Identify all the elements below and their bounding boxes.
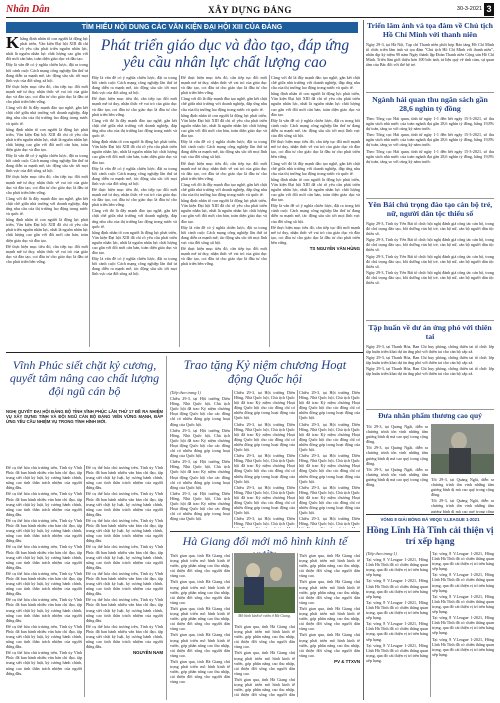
top-story-paragraph: Đây là vấn đề có ý nghĩa chiến lược, đặt ra trong bối cảnh cuộc Cách mạng công nghiệp lần thứ tư đang diễn ra mạnh mẽ, tác động sâu sắc tới mọi lĩnh vực của đời sống xã hội.	[6, 62, 88, 83]
vinh-phuc-text: Để cụ thể hóa chủ trương trên, Tỉnh ủy Vĩnh Phúc đã ban hành nhiều văn bản chỉ đạo, tập trung siết chặt kỷ luật, kỷ cương hành chính, nâng cao tinh thần trách nhiệm của người đứng đầu.	[86, 517, 163, 544]
top-story-paragraph: Cùng với đó là đẩy mạnh đào tạo nghề, gắn kết chặt chẽ giữa nhà trường với doanh nghiệp, đáp ứng nhu cầu của thị trường lao động trong nước và quốc tế.	[271, 75, 360, 91]
masthead	[6, 4, 494, 18]
right-story-1-text: Ngày 29-3, tại Hà Nội, Tạp chí Thanh niên phối hợp Bảo tàng Hồ Chí Minh tổ chức triển lãm ảnh và tọa đàm "Chủ tịch Hồ Chí Minh với thanh niên", nhân dịp kỷ niệm 90 năm Ngày thành lập Đoàn Thanh niên Cộng sản Hồ Chí Minh. Triển lãm giới thiệu hơn 100 bức ảnh, tư liệu quý về tình cảm, sự quan tâm của Bác đối với thế hệ trẻ.	[366, 42, 494, 68]
drop-cap: K	[6, 33, 20, 52]
ky-niem-text: Chiều 29-3, tại Hội trường Diên Hồng, Nhà Quốc hội, Chủ tịch Quốc hội đã trao Kỷ niệm chương Hoạt động Quốc hội cho các đồng chí có nhiều đóng góp trong hoạt động của Quốc hội.	[170, 459, 230, 490]
football-text: Tại vòng 8 V.League 1-2021, Hồng Lĩnh Hà Tĩnh đã có chiến thắng quan trọng, qua đó cải thiện vị trí trên bảng xếp hạng.	[432, 572, 494, 593]
football-text: Tại vòng 8 V.League 1-2021, Hồng Lĩnh Hà Tĩnh đã có chiến thắng quan trọng, qua đó cải thiện vị trí trên bảng xếp hạng.	[366, 557, 428, 578]
vinh-phuc-text: Để cụ thể hóa chủ trương trên, Tỉnh ủy Vĩnh Phúc đã ban hành nhiều văn bản chỉ đạo, tập trung siết chặt kỷ luật, kỷ cương hành chính, nâng cao tinh thần trách nhiệm của người đứng đầu.	[6, 544, 82, 570]
right-story-2-text: Theo Tổng cục Hải quan, tính từ ngày 1-1 đến hết ngày 15-3-2021, số thu ngân sách nhà nước của toàn ngành đạt gần 28,6 nghìn tỷ đồng, bằng 19,8% dự toán, tăng so với cùng kỳ năm trước.	[366, 116, 494, 132]
vinh-phuc-col-2	[86, 465, 163, 697]
column-rule	[297, 390, 298, 528]
right-story-2-body	[366, 116, 494, 196]
top-story-paragraph: Để thực hiện mục tiêu đó, cần tiếp tục đổi mới mạnh mẽ tư duy, nhận thức về vai trò của giáo dục và đào tạo, coi đầu tư cho giáo dục là đầu tư cho phát triển bền vững.	[6, 174, 88, 195]
vinh-phuc-text: Để cụ thể hóa chủ trương trên, Tỉnh ủy Vĩnh Phúc đã ban hành nhiều văn bản chỉ đạo, tập trung siết chặt kỷ luật, kỷ cương hành chính, nâng cao tinh thần trách nhiệm của người đứng đầu.	[86, 544, 163, 570]
right-story-3-text: Ngày 29-3, Tỉnh ủy Yên Bái tổ chức hội nghị đánh giá công tác cán bộ, trong đó chú trọng đào tạo, bồi dưỡng cán bộ trẻ, cán bộ nữ, cán bộ người dân tộc thiểu số.	[366, 253, 494, 269]
vinh-phuc-text: Để cụ thể hóa chủ trương trên, Tỉnh ủy Vĩnh Phúc đã ban hành nhiều văn bản chỉ đạo, tập trung siết chặt kỷ luật, kỷ cương hành chính, nâng cao tinh thần trách nhiệm của người đứng đầu.	[86, 465, 163, 491]
vinh-phuc-lead: NGHỊ QUYẾT ĐẠI HỘI ĐẢNG BỘ TỈNH VĨNH PHÚC LẦN THỨ 17 ĐỀ RA NHIỆM VỤ XÂY DỰNG TỈNH VÀ ĐỘI NGŨ CÁN BỘ ĐẢNG VIÊN VỮNG MẠNH, ĐÁP ỨNG YÊU CẦU NHIỆM VỤ TRONG TÌNH HÌNH MỚI.	[6, 409, 163, 425]
ky-niem-text: Chiều 29-3, tại Hội trường Diên Hồng, Nhà Quốc hội, Chủ tịch Quốc hội đã trao Kỷ niệm chương Hoạt động Quốc hội cho các đồng chí có nhiều đóng góp trong hoạt động của Quốc hội.	[234, 453, 295, 484]
ha-giang-photo-caption: Mô hình kinh tế vườn ở Hà Giang.	[238, 614, 291, 618]
column-rule	[166, 356, 167, 700]
right-story-2-text: Theo Tổng cục Hải quan, tính từ ngày 1-1 đến hết ngày 15-3-2021, số thu ngân sách nhà nước của toàn ngành đạt gần 28,6 nghìn tỷ đồng, bằng 19,8% dự toán, tăng so với cùng kỳ năm trước.	[366, 132, 494, 148]
ha-giang-text: Thời gian qua, tỉnh Hà Giang chú trọng phát triển mô hình kinh tế vườn, góp phần nâng cao thu nhập, cải thiện đời sống cho người dân vùng cao.	[234, 650, 295, 676]
column-rule	[89, 35, 90, 347]
ky-niem-col-3	[299, 390, 360, 528]
right-story-5-body	[366, 424, 428, 512]
top-story-col-1	[6, 24, 88, 346]
ky-niem-text: Chiều 29-3, tại Hội trường Diên Hồng, Nhà Quốc hội, Chủ tịch Quốc hội đã trao Kỷ niệm chương Hoạt động Quốc hội cho các đồng chí có nhiều đóng góp trong hoạt động của Quốc hội.	[299, 484, 360, 516]
divider	[366, 409, 494, 410]
ha-giang-text: Thời gian qua, tỉnh Hà Giang chú trọng phát triển mô hình kinh tế vườn, góp phần nâng cao thu nhập, cải thiện đời sống cho người dân vùng cao.	[299, 632, 360, 658]
right-story-3-text: Ngày 29-3, Tỉnh ủy Yên Bái tổ chức hội nghị đánh giá công tác cán bộ, trong đó chú trọng đào tạo, bồi dưỡng cán bộ trẻ, cán bộ nữ, cán bộ người dân tộc thiểu số.	[366, 269, 494, 286]
ky-niem-text: Chiều 29-3, tại Hội trường Diên Hồng, Nhà Quốc hội, Chủ tịch Quốc hội đã trao Kỷ niệm chương Hoạt động Quốc hội cho các đồng chí có nhiều đóng góp trong hoạt động của Quốc hội.	[170, 490, 230, 522]
top-story-col-4	[271, 75, 360, 347]
right-story-3-title: Yên Bái chú trọng đào tạo cán bộ trẻ, nữ, người dân tộc thiểu số	[367, 200, 493, 218]
ky-niem-text: Chiều 29-3, tại Hội trường Diên Hồng, Nhà Quốc hội, Chủ tịch Quốc hội đã trao Kỷ niệm chương Hoạt động Quốc hội cho các đồng chí có nhiều đóng góp trong hoạt động của Quốc hội.	[170, 427, 230, 459]
top-story-paragraph: hẳng định nhân tố con người là động lực phát triển, Văn kiện Đại hội XIII đã chỉ rõ yêu cầu phát triển nguồn nhân lực, nhất là nguồn nhân lực chất lượng cao gắn với đổi mới căn bản, toàn diện giáo dục và đào tạo.	[6, 217, 88, 243]
ha-giang-text: Thời gian qua, tỉnh Hà Giang chú trọng phát triển mô hình kinh tế vườn, góp phần nâng cao thu nhập, cải thiện đời sống cho người dân	[234, 676, 295, 697]
top-story-paragraph: Đây là vấn đề có ý nghĩa chiến lược, đặt ra trong bối cảnh cuộc Cách mạng công nghiệp lần thứ tư đang diễn ra mạnh mẽ, tác động sâu sắc tới mọi lĩnh vực của đời sống xã hội.	[271, 117, 360, 139]
top-story-paragraph: Để thực hiện mục tiêu đó, cần tiếp tục đổi mới mạnh mẽ tư duy, nhận thức về vai trò của giáo dục và đào tạo, coi đầu tư cho giáo dục là đầu tư cho phát triển bền vững.	[181, 246, 267, 267]
continued-note: (Tiếp theo trang 1)	[170, 390, 201, 395]
right-story-4-body	[366, 344, 494, 406]
top-story-paragraph: Để thực hiện mục tiêu đó, cần tiếp tục đổi mới mạnh mẽ tư duy, nhận thức về vai trò của giáo dục và đào tạo, coi đầu tư cho giáo dục là đầu tư cho phát triển bền vững.	[6, 243, 88, 264]
column-rule	[84, 465, 85, 697]
football-text: Tại vòng 8 V.League 1-2021, Hồng Lĩnh Hà Tĩnh đã có chiến thắng quan trọng, qua đó cải thiện vị trí trên bảng xếp hạng.	[366, 621, 428, 642]
top-story-kicker: TÌM HIỂU NỘI DUNG CÁC VĂN KIỆN ĐẠI HỘI XIII CỦA ĐẢNG	[6, 22, 358, 33]
column-rule	[232, 553, 233, 697]
right-story-5-text: Tối 29-3, tại Quảng Ngãi, diễn ra chương trình tôn vinh những tấm gương bình dị mà cao quý trong cộng đồng.	[366, 466, 428, 488]
ha-giang-text: Thời gian qua, tỉnh Hà Giang chú trọng phát triển mô hình kinh tế vườn, góp phần nâng cao thu nhập, cải thiện đời sống cho người dân vùng cao.	[170, 553, 230, 579]
right-story-5-title: Đưa nhân phẩm thương cao quý	[378, 411, 482, 420]
page-number: 3	[484, 3, 494, 16]
top-story-paragraph: Để thực hiện mục tiêu đó, cần tiếp tục đổi mới mạnh mẽ tư duy, nhận thức về vai trò của giáo dục và đào tạo, coi đầu tư cho giáo dục là đầu tư cho phát triển bền vững.	[271, 139, 360, 160]
top-story-col-2	[92, 75, 177, 347]
top-story-paragraph: Để thực hiện mục tiêu đó, cần tiếp tục đổi mới mạnh mẽ tư duy, nhận thức về vai trò của giáo dục và đào tạo, coi đầu tư cho giáo dục là đầu tư cho phát triển bền vững.	[92, 96, 177, 117]
ha-giang-text: Thời gian qua, tỉnh Hà Giang chú trọng phát triển mô hình kinh tế vườn, góp phần nâng cao thu nhập, cải thiện đời sống cho người dân vùng cao.	[170, 605, 230, 632]
ky-niem-text: Chiều 29-3, tại Hội trường Diên Hồng, Nhà Quốc hội, Chủ tịch Quốc	[234, 516, 295, 527]
vinh-phuc-text: Để cụ thể hóa chủ trương trên, Tỉnh ủy Vĩnh Phúc đã ban hành nhiều văn bản chỉ đạo, tập trung siết chặt kỷ luật, kỷ cương hành chính, nâng cao tinh thần trách nhiệm của người đứng đầu.	[86, 623, 163, 650]
top-story-paragraph: hẳng định nhân tố con người là động lực phát triển, Văn kiện Đại hội XIII đã chỉ rõ yêu cầu phát triển nguồn nhân lực, nhất là nguồn nhân lực chất lượng cao gắn với đổi mới căn bản, toàn diện giáo dục và đào tạo.	[271, 176, 360, 203]
column-rule	[269, 75, 270, 347]
ky-niem-text: Chiều 29-3, tại Hội trường Diên Hồng, Nhà Quốc hội, Chủ tịch Quốc hội đã trao Kỷ niệm chương Hoạt động Quốc hội cho các đồng chí có nhiều đóng góp trong hoạt động của Quốc hội.	[299, 421, 360, 453]
newspaper-brand: Nhân Dân	[6, 4, 50, 15]
right-story-4-text: Ngày 29-3, tại Thanh Hóa, Ban Chỉ huy phòng, chống thiên tai tổ chức lớp tập huấn triển khai dự án ứng phó với thiên tai cho cán bộ cấp xã.	[366, 355, 494, 366]
right-story-5-text: Tối 29-3, tại Quảng Ngãi, diễn ra chương trình tôn vinh những tấm gương bình dị mà cao quý trong cộng đồng.	[366, 424, 428, 445]
vinh-phuc-text: Để cụ thể hóa chủ trương trên, Tỉnh ủy Vĩnh Phúc đã ban hành nhiều văn bản chỉ đạo, tập trung siết chặt kỷ luật, kỷ cương hành chính, nâng cao tinh thần trách nhiệm của người đứng đầu.	[6, 597, 82, 623]
vinh-phuc-text: Để cụ thể hóa chủ trương trên, Tỉnh ủy Vĩnh Phúc đã ban hành nhiều văn bản chỉ đạo, tập trung siết chặt kỷ luật, kỷ cương hành chính, nâng cao tinh thần trách nhiệm của người đứng đầu.	[6, 623, 82, 650]
vinh-phuc-text: Để cụ thể hóa chủ trương trên, Tỉnh ủy Vĩnh Phúc đã ban hành nhiều văn bản chỉ đạo, tập trung siết chặt kỷ luật, kỷ cương hành chính, nâng cao tinh thần trách nhiệm của người đứng đầu.	[6, 491, 82, 517]
section-divider	[6, 352, 363, 353]
right-story-3-text: Ngày 29-3, Tỉnh ủy Yên Bái tổ chức hội nghị đánh giá công tác cán bộ, trong đó chú trọng đào tạo, bồi dưỡng cán bộ trẻ, cán bộ nữ, cán bộ người dân tộc thiểu số.	[366, 237, 494, 253]
ha-giang-photo	[234, 553, 295, 613]
top-story-paragraph: Cùng với đó là đẩy mạnh đào tạo nghề, gắn kết chặt chẽ giữa nhà trường với doanh nghiệp, đáp ứng nhu cầu của thị trường lao động trong nước và quốc tế.	[181, 181, 267, 198]
top-story-paragraph: Đây là vấn đề có ý nghĩa chiến lược, đặt ra trong bối cảnh cuộc Cách mạng công nghiệp lần thứ tư đang diễn ra mạnh mẽ, tác động sâu sắc tới mọi lĩnh vực của đời sống xã hội.	[92, 256, 177, 277]
ky-niem-text: Chiều 29-3, tại Hội trường Diên Hồng, Nhà Quốc hội, Chủ tịch Quốc hội đã trao Kỷ niệm chương Hoạt động Quốc hội cho các đồng chí có nhiều đóng góp trong hoạt động của Quốc hội.	[299, 453, 360, 484]
ky-niem-text: Chiều 29-3, tại Hội trường Diên Hồng, Nhà Quốc hội, Chủ tịch Quốc hội đã trao Kỷ niệm chương Hoạt động Quốc hội cho các đồng chí có nhiều đóng góp trong hoạt động của Quốc hội.	[299, 390, 360, 421]
ha-giang-text: Thời gian qua, tỉnh Hà Giang chú trọng phát triển mô hình kinh tế vườn, góp phần nâng cao thu nhập, cải thiện đời sống cho người dân vùng cao.	[234, 624, 295, 650]
right-story-3-text: Ngày 29-3, Tỉnh ủy Yên Bái tổ chức hội nghị đánh giá công tác cán bộ, trong đó chú trọng đào tạo, bồi dưỡng cán bộ trẻ, cán bộ nữ, cán bộ người dân tộc thiểu số.	[366, 221, 494, 237]
column-rule	[297, 553, 298, 697]
ky-niem-col-2	[234, 390, 295, 528]
top-story-paragraph: Cùng với đó là đẩy mạnh đào tạo nghề, gắn kết chặt chẽ giữa nhà trường với doanh nghiệp, đáp ứng nhu cầu của thị trường lao động trong nước và quốc tế.	[6, 105, 88, 126]
football-text: Tại vòng 8 V.League 1-2021, Hồng Lĩnh Hà Tĩnh đã có chiến thắng quan trọng, qua đó cải thiện vị trí trên bảng xếp hạng.	[432, 615, 494, 636]
vinh-phuc-text: Để cụ thể hóa chủ trương trên, Tỉnh ủy Vĩnh Phúc đã ban hành nhiều văn bản chỉ đạo, tập trung siết chặt kỷ luật, kỷ cương hành chính, nâng cao tinh thần trách nhiệm của người đứng đầu.	[6, 570, 82, 597]
ha-giang-col-1	[170, 553, 230, 697]
football-col-1	[366, 551, 428, 697]
vinh-phuc-text: Để cụ thể hóa chủ trương trên, Tỉnh ủy Vĩnh Phúc đã ban hành nhiều văn bản chỉ đạo, tập trung siết chặt kỷ luật, kỷ cương hành chính, nâng cao tinh thần trách nhiệm của người đứng đầu.	[86, 570, 163, 597]
ky-niem-text: Chiều 29-3, tại Hội trường Diên Hồng, Nhà Quốc hội, Chủ tịch Quốc hội đã trao Kỷ niệm chương Hoạt động Quốc hội cho các đồng chí có nhiều đóng góp trong hoạt động của Quốc hội.	[234, 390, 295, 421]
right-story-1-body	[366, 42, 494, 90]
top-story-paragraph: Để thực hiện mục tiêu đó, cần tiếp tục đổi mới mạnh mẽ tư duy, nhận thức về vai trò của giáo dục và đào tạo, coi đầu tư cho giáo dục là đầu tư cho phát triển bền vững.	[271, 224, 360, 245]
football-kicker: VÒNG 8 GIẢI BÓNG ĐÁ VĐQG V.LEAGUE 1-2021	[380, 517, 480, 522]
right-story-2-title: Ngành hải quan thu ngân sách gần 28,6 nghìn tỷ đồng	[372, 95, 488, 113]
ky-niem-chuong-title: Trao tặng Kỷ niệm chương Hoạt động Quốc hội	[183, 358, 347, 386]
top-story-paragraph: hẳng định nhân tố con người là động lực phát triển, Văn kiện Đại hội XIII đã chỉ rõ yêu cầu phát triển nguồn nhân lực, nhất là nguồn nhân lực chất lượng cao gắn với đổi mới căn bản, toàn diện giáo dục và đào tạo.	[6, 126, 88, 152]
column-rule	[179, 75, 180, 347]
top-story-paragraph: Cùng với đó là đẩy mạnh đào tạo nghề, gắn kết chặt chẽ giữa nhà trường với doanh nghiệp, đáp ứng nhu cầu của thị trường lao động trong nước và quốc tế.	[271, 160, 360, 176]
right-story-5-body-2	[431, 477, 494, 513]
vinh-phuc-text: Để cụ thể hóa chủ trương trên, Tỉnh ủy Vĩnh Phúc đã ban hành nhiều văn bản chỉ đạo, tập trung siết chặt kỷ luật, kỷ cương hành chính, nâng cao tinh thần trách nhiệm của người đứng đầu.	[6, 465, 82, 491]
top-story-paragraph: Cùng với đó là đẩy mạnh đào tạo nghề, gắn kết chặt chẽ giữa nhà trường với doanh nghiệp, đáp ứng nhu cầu của thị trường lao động trong nước và quốc tế.	[181, 96, 267, 112]
vinh-phuc-text: Để cụ thể hóa chủ trương trên, Tỉnh ủy Vĩnh Phúc đã ban hành nhiều văn bản chỉ đạo, tập trung siết chặt kỷ luật, kỷ cương hành chính, nâng cao tinh thần trách nhiệm của người đứng đầu.	[6, 517, 82, 544]
top-story-paragraph: hẳng định nhân tố con người là động lực phát triển, Văn kiện Đại hội XIII đã chỉ rõ yêu cầu phát triển nguồn nhân lực, nhất là nguồn nhân lực chất lượng cao gắn với đổi mới căn bản, toàn diện giáo dục và đào tạo.	[181, 198, 267, 224]
top-story-paragraph: hẳng định nhân tố con người là động lực phát triển, Văn kiện Đại hội XIII đã chỉ rõ yêu cầu phát triển nguồn nhân lực, nhất là nguồn nhân lực chất lượng cao gắn với đổi mới căn bản, toàn diện giáo dục và đào tạo.	[181, 112, 267, 139]
top-story-paragraph: Để thực hiện mục tiêu đó, cần tiếp tục đổi mới mạnh mẽ tư duy, nhận thức về vai trò của giáo dục và đào tạo, coi đầu tư cho giáo dục là đầu tư cho phát triển bền vững.	[6, 83, 88, 105]
football-text: Tại vòng 8 V.League 1-2021, Hồng Lĩnh Hà Tĩnh đã có chiến thắng quan trọng, qua đó cải thiện vị trí trên bảng xếp hạng.	[366, 599, 428, 621]
ha-giang-col-2	[234, 624, 295, 697]
right-story-4-text: Ngày 29-3, tại Thanh Hóa, Ban Chỉ huy phòng, chống thiên tai tổ chức lớp tập huấn triển khai dự án ứng phó với thiên tai cho cán bộ cấp xã.	[366, 366, 494, 377]
section-title: XÂY DỰNG ĐẢNG	[208, 5, 292, 15]
right-story-5-text: Tối 29-3, tại Quảng Ngãi, diễn ra chương trình tôn vinh những tấm gương bình dị mà cao quý trong cộng đồng.	[366, 445, 428, 466]
ha-giang-byline: PV & TTXVN	[334, 658, 360, 664]
divider	[366, 92, 494, 93]
ky-niem-text: Chiều 29-3, tại Hội trường Diên Hồng, Nhà Quốc hội, Chủ tịch Quốc	[299, 516, 360, 527]
section-divider	[366, 514, 494, 515]
section-divider	[170, 531, 360, 532]
ha-giang-text: Thời gian qua, tỉnh Hà Giang chú trọng phát triển mô hình kinh tế vườn, góp phần nâng cao thu nhập, cải thiện đời sống cho người dân vùng cao.	[170, 632, 230, 658]
top-story-paragraph: Đây là vấn đề có ý nghĩa chiến lược, đặt ra trong bối cảnh cuộc Cách mạng công nghiệp lần thứ tư đang diễn ra mạnh mẽ, tác động sâu sắc tới mọi lĩnh vực của đời sống xã hội.	[92, 75, 177, 96]
ky-niem-text: Chiều 29-3, tại Hội trường Diên Hồng, Nhà Quốc hội, Chủ tịch Quốc hội đã trao Kỷ niệm chương Hoạt động Quốc hội cho các đồng chí có nhiều đóng góp trong hoạt động của Quốc hội.	[170, 396, 230, 427]
ky-niem-col-1	[170, 390, 230, 528]
column-rule	[363, 20, 364, 700]
vinh-phuc-title: Vĩnh Phúc siết chặt kỷ cương, quyết tâm nâng cao chất lượng đội ngũ cán bộ	[9, 358, 160, 398]
ky-niem-text: Chiều 29-3, tại Hội trường Diên Hồng, Nhà Quốc hội, Chủ tịch Quốc hội đã trao Kỷ niệm chương Hoạt động Quốc hội cho các đồng chí có nhiều đóng góp trong hoạt động của Quốc hội.	[234, 484, 295, 516]
right-story-5-photo	[431, 424, 494, 474]
right-story-1-title: Triển lãm ảnh và tọa đàm về Chủ tịch Hồ Chí Minh với thanh niên	[367, 21, 493, 39]
football-text: Tại vòng 8 V.League 1-2021, Hồng Lĩnh Hà Tĩnh đã có chiến thắng quan trọng, qua đó cải thiện vị trí trên bảng xếp hạng.	[366, 642, 428, 663]
ha-giang-text: Thời gian qua, tỉnh Hà Giang chú trọng phát triển mô hình kinh tế vườn, góp phần nâng cao thu nhập, cải thiện đời sống cho người dân vùng cao.	[299, 579, 360, 605]
top-story-byline: TS NGUYỄN VĂN HÙNG	[309, 246, 360, 251]
vinh-phuc-text: Để cụ thể hóa chủ trương trên, Tỉnh ủy Vĩnh Phúc đã ban hành nhiều văn bản chỉ đạo, tập trung siết chặt kỷ luật, kỷ cương hành chính, nâng cao tinh thần trách nhiệm của người đứng đầu.	[86, 491, 163, 517]
football-text: Tại vòng 8 V.League 1-2021, Hồng Lĩnh Hà Tĩnh đã có chiến thắng quan trọng, qua đó cải thiện vị trí trên bảng xếp hạng.	[366, 578, 428, 599]
issue-date: 30-3-2021	[456, 6, 482, 12]
ha-giang-col-3	[299, 553, 360, 697]
continued-note: (Tiếp theo trang 1)	[366, 551, 397, 556]
ha-giang-text: Thời gian qua, tỉnh Hà Giang chú trọng phát triển mô hình kinh tế vườn, góp phần nâng cao thu nhập, cải thiện đời sống cho người dân vùng cao.	[170, 658, 230, 685]
right-story-5-text: Tối 29-3, tại Quảng Ngãi, diễn ra chương trình tôn vinh những tấm gương bình dị mà cao quý trong cộng đồng.	[431, 477, 494, 498]
top-story-paragraph: Đây là vấn đề có ý nghĩa chiến lược, đặt ra trong bối cảnh cuộc Cách mạng công nghiệp lần thứ tư đang diễn ra mạnh mẽ, tác động sâu sắc tới mọi lĩnh vực của đời sống xã hội.	[6, 153, 88, 174]
ky-niem-text: Chiều 29-3, tại Hội trường Diên Hồng, Nhà Quốc hội, Chủ tịch Quốc hội đã trao Kỷ niệm chương Hoạt động Quốc hội cho các đồng chí có nhiều đóng góp trong hoạt động của Quốc hội.	[234, 421, 295, 453]
top-story-paragraph: hẳng định nhân tố con người là động lực phát triển, Văn kiện Đại hội XIII đã chỉ rõ yêu cầu phát triển nguồn nhân lực, nhất là nguồn nhân lực chất lượng cao gắn với đổi mới căn bản, toàn diện giáo dục và đào tạo.	[92, 229, 177, 256]
top-story-paragraph: Đây là vấn đề có ý nghĩa chiến lược, đặt ra trong bối cảnh cuộc Cách mạng công nghiệp lần thứ tư đang diễn ra mạnh mẽ, tác động sâu sắc tới mọi lĩnh vực của đời sống xã hội.	[181, 224, 267, 245]
divider	[366, 320, 494, 321]
vinh-phuc-text: Để cụ thể hóa chủ trương trên, Tỉnh ủy Vĩnh Phúc đã ban hành nhiều văn bản chỉ đạo, tập trung siết chặt kỷ luật, kỷ cương hành chính, nâng cao tinh thần trách nhiệm của người đứng đầu.	[6, 650, 82, 676]
top-story-paragraph: hẳng định nhân tố con người là động lực phát triển, Văn kiện Đại hội XIII đã chỉ rõ yêu cầu phát triển nguồn nhân lực, nhất là nguồn nhân lực chất lượng cao gắn với đổi mới căn bản, toàn diện giáo dục và đào tạo.	[92, 139, 177, 165]
ha-giang-text: Thời gian qua, tỉnh Hà Giang chú trọng phát triển mô hình kinh tế vườn, góp phần nâng cao thu nhập, cải thiện đời sống cho người dân vùng cao.	[299, 605, 360, 632]
right-story-4-text: Ngày 29-3, tại Thanh Hóa, Ban Chỉ huy phòng, chống thiên tai tổ chức lớp tập huấn triển khai dự án ứng phó với thiên tai cho cán bộ cấp xã.	[366, 344, 494, 355]
ha-giang-text: Thời gian qua, tỉnh Hà Giang chú trọng phát triển mô hình kinh tế vườn, góp phần nâng cao thu nhập, cải thiện đời sống cho người dân vùng cao.	[299, 553, 360, 579]
top-story-paragraph: Cùng với đó là đẩy mạnh đào tạo nghề, gắn kết chặt chẽ giữa nhà trường với doanh nghiệp, đáp ứng nhu cầu của thị trường lao động trong nước và quốc tế.	[6, 195, 88, 217]
vinh-phuc-byline: NGUYỄN NAM	[132, 650, 163, 656]
column-rule	[232, 390, 233, 528]
top-story-paragraph: Để thực hiện mục tiêu đó, cần tiếp tục đổi mới mạnh mẽ tư duy, nhận thức về vai trò của giáo dục và đào tạo, coi đầu tư cho giáo dục là đầu tư cho phát triển bền vững.	[92, 186, 177, 208]
column-rule	[430, 551, 431, 697]
football-text: Tại vòng 8 V.League 1-2021, Hồng Lĩnh Hà Tĩnh đã có chiến thắng quan trọng, qua đó cải thiện vị trí trên bảng xếp hạng.	[432, 551, 494, 572]
top-story-paragraph: Cùng với đó là đẩy mạnh đào tạo nghề, gắn kết chặt chẽ giữa nhà trường với doanh nghiệp, đáp ứng nhu cầu của thị trường lao động trong nước và quốc tế.	[92, 208, 177, 229]
vinh-phuc-text: Để cụ thể hóa chủ trương trên, Tỉnh ủy Vĩnh Phúc đã ban hành nhiều văn bản chỉ đạo, tập trung siết chặt kỷ luật, kỷ cương hành chính, nâng cao tinh thần trách nhiệm của người đứng đầu.	[86, 597, 163, 623]
right-story-5-text: Tối 29-3, tại Quảng Ngãi, diễn ra chương trình tôn vinh những tấm gương bình dị mà cao quý trong cộng	[431, 498, 494, 513]
football-title: Hồng Lĩnh Hà Tĩnh cải thiện vị trí xếp hạng	[366, 526, 494, 547]
right-story-2-text: Theo Tổng cục Hải quan, tính từ ngày 1-1 đến hết ngày 15-3-2021, số thu ngân sách nhà nước của toàn ngành đạt gần 28,6 nghìn tỷ đồng, bằng 19,8% dự toán, tăng so với cùng kỳ năm trước.	[366, 148, 494, 164]
top-story-title: Phát triển giáo dục và đào tạo, đáp ứng yêu cầu nhân lực chất lượng cao	[100, 37, 350, 71]
top-story-paragraph: Đây là vấn đề có ý nghĩa chiến lược, đặt ra trong bối cảnh cuộc Cách mạng công nghiệp lần thứ tư đang diễn ra mạnh mẽ, tác động sâu sắc tới mọi lĩnh vực của đời sống xã hội.	[92, 165, 177, 186]
right-story-3-body	[366, 221, 494, 317]
divider	[366, 198, 494, 199]
ha-giang-title: Hà Giang đổi mới mô hình kinh tế	[182, 534, 348, 548]
football-text: Tại vòng 8 V.League 1-2021, Hồng Lĩnh Hà Tĩnh đã có chiến thắng quan trọng, qua đó cải thiện vị trí trên bảng xếp hạng.	[432, 593, 494, 615]
top-story-paragraph: hẳng định nhân tố con người là động lực phát triển, Văn kiện Đại hội XIII đã chỉ rõ yêu cầu phát triển nguồn nhân lực, nhất là nguồn nhân lực chất lượng cao gắn với đổi mới căn bản, toàn diện giáo dục và đào tạo.	[6, 36, 88, 62]
football-text: Tại vòng 8 V.League 1-2021, Hồng Lĩnh Hà Tĩnh đã có chiến thắng quan trọng, qua đó cải thiện vị trí trên bảng xếp hạng.	[432, 636, 494, 657]
top-story-paragraph: hẳng định nhân tố con người là động lực phát triển, Văn kiện Đại hội XIII đã chỉ rõ yêu cầu phát triển nguồn nhân lực, nhất là nguồn nhân lực chất lượng cao gắn với đổi mới căn bản, toàn diện giáo dục và đào tạo.	[271, 91, 360, 117]
football-col-2	[432, 551, 494, 697]
vinh-phuc-col-1	[6, 465, 82, 697]
top-story-paragraph: Đây là vấn đề có ý nghĩa chiến lược, đặt ra trong bối cảnh cuộc Cách mạng công nghiệp lần thứ tư đang diễn ra mạnh mẽ, tác động sâu sắc tới mọi lĩnh vực của đời sống xã hội.	[181, 139, 267, 160]
top-story-paragraph: Để thực hiện mục tiêu đó, cần tiếp tục đổi mới mạnh mẽ tư duy, nhận thức về vai trò của giáo dục và đào tạo, coi đầu tư cho giáo dục là đầu tư cho phát triển bền vững.	[181, 160, 267, 181]
right-story-4-title: Tập huấn về dư án ứng phó với thiên tai	[368, 323, 492, 341]
ha-giang-text: Thời gian qua, tỉnh Hà Giang chú trọng phát triển mô hình kinh tế vườn, góp phần nâng cao thu nhập, cải thiện đời sống cho người dân vùng cao.	[170, 579, 230, 605]
top-story-paragraph: Đây là vấn đề có ý nghĩa chiến lược, đặt ra trong bối cảnh cuộc Cách mạng công nghiệp lần thứ tư đang diễn ra mạnh mẽ, tác động sâu sắc tới mọi lĩnh vực của đời sống xã hội.	[271, 203, 360, 224]
top-story-paragraph: Để thực hiện mục tiêu đó, cần tiếp tục đổi mới mạnh mẽ tư duy, nhận thức về vai trò của giáo dục và đào tạo, coi đầu tư cho giáo dục là đầu tư cho phát triển bền vững.	[181, 75, 267, 96]
top-story-paragraph: Cùng với đó là đẩy mạnh đào tạo nghề, gắn kết chặt chẽ giữa nhà trường với doanh nghiệp, đáp ứng nhu cầu của thị trường lao động trong nước và quốc tế.	[92, 117, 177, 139]
top-story-col-3	[181, 75, 267, 347]
